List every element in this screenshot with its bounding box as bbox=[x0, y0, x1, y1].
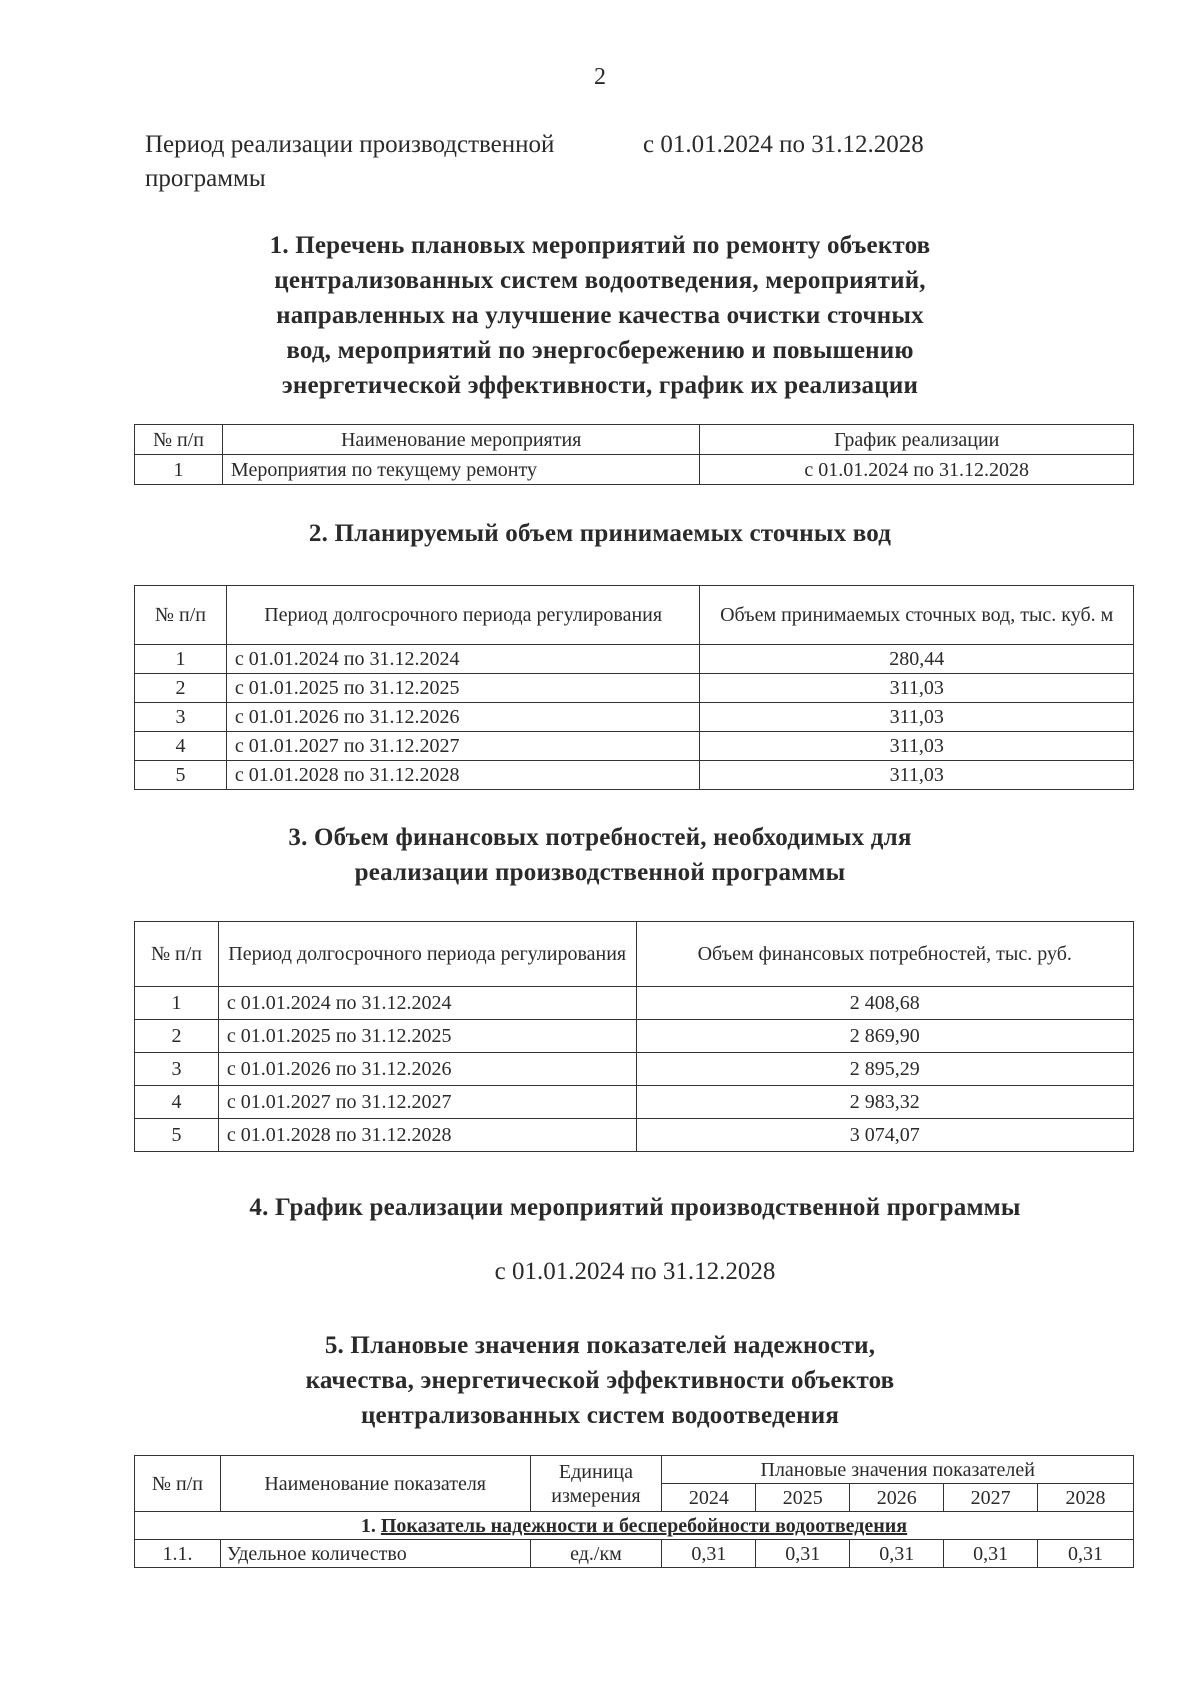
cell-period: с 01.01.2028 по 31.12.2028 bbox=[226, 761, 700, 790]
year-header: 2025 bbox=[756, 1484, 850, 1512]
year-header: 2026 bbox=[850, 1484, 944, 1512]
cell-value: 0,31 bbox=[1038, 1540, 1134, 1568]
section1-title bbox=[0, 228, 1200, 403]
table-row bbox=[135, 987, 1134, 1020]
section4-title: 4. График реализации мероприятий производственной программы bbox=[249, 1194, 1021, 1221]
cell-volume: 311,03 bbox=[700, 703, 1134, 732]
cell-period: с 01.01.2026 по 31.12.2026 bbox=[218, 1053, 636, 1086]
section1-title-line: направленных на улучшение качества очистки сточных bbox=[276, 302, 924, 329]
section5-title-line: централизованных систем водоотведения bbox=[360, 1402, 840, 1429]
column-header-group: Плановые значения показателей bbox=[662, 1456, 1134, 1484]
cell-volume: 311,03 bbox=[700, 761, 1134, 790]
cell-number: 4 bbox=[135, 732, 227, 761]
table-header-row bbox=[135, 922, 1134, 987]
table-row bbox=[135, 674, 1134, 703]
column-header: № п/п bbox=[135, 1456, 221, 1512]
cell-value: 0,31 bbox=[944, 1540, 1038, 1568]
cell-period: с 01.01.2025 по 31.12.2025 bbox=[218, 1020, 636, 1053]
section1-title-line: энергетической эффективности, график их реализации bbox=[281, 372, 919, 399]
table-row bbox=[135, 1540, 1134, 1568]
period-label-line1: Период реализации производственной bbox=[145, 131, 555, 158]
cell-number: 3 bbox=[135, 703, 227, 732]
cell-number: 5 bbox=[135, 761, 227, 790]
table-row bbox=[135, 761, 1134, 790]
cell-number: 1 bbox=[135, 645, 227, 674]
cell-period: с 01.01.2026 по 31.12.2026 bbox=[226, 703, 700, 732]
table-header-row bbox=[135, 425, 1134, 455]
column-header: № п/п bbox=[135, 425, 223, 455]
table-header-row bbox=[135, 1456, 1134, 1484]
section5-title-line: качества, энергетической эффективности объектов bbox=[305, 1367, 895, 1394]
section5-table bbox=[134, 1455, 1134, 1568]
section3-table bbox=[134, 921, 1134, 1152]
cell-number: 2 bbox=[135, 1020, 219, 1053]
section2-title: 2. Планируемый объем принимаемых сточных вод bbox=[308, 520, 892, 547]
cell-number: 5 bbox=[135, 1119, 219, 1152]
cell-number: 4 bbox=[135, 1086, 219, 1119]
column-header: Объем принимаемых сточных вод, тыс. куб. м bbox=[700, 586, 1134, 645]
year-header: 2024 bbox=[662, 1484, 756, 1512]
cell-period: с 01.01.2024 по 31.12.2024 bbox=[218, 987, 636, 1020]
section3-title bbox=[0, 820, 1200, 890]
year-header: 2028 bbox=[1038, 1484, 1134, 1512]
section4-period: с 01.01.2024 по 31.12.2028 bbox=[494, 1258, 776, 1285]
cell-amount: 2 983,32 bbox=[636, 1086, 1133, 1119]
cell-activity: Мероприятия по текущему ремонту bbox=[222, 455, 700, 485]
section2-table bbox=[134, 585, 1134, 790]
cell-number: 2 bbox=[135, 674, 227, 703]
cell-amount: 2 408,68 bbox=[636, 987, 1133, 1020]
table-row bbox=[135, 1086, 1134, 1119]
cell-number: 3 bbox=[135, 1053, 219, 1086]
cell-volume: 311,03 bbox=[700, 674, 1134, 703]
section5-title-line: 5. Плановые значения показателей надежности, bbox=[324, 1332, 876, 1359]
section1-title-line: централизованных систем водоотведения, мероприятий, bbox=[274, 267, 926, 294]
cell-volume: 311,03 bbox=[700, 732, 1134, 761]
cell-amount: 2 869,90 bbox=[636, 1020, 1133, 1053]
group-title bbox=[135, 1512, 1134, 1540]
column-header: Период долгосрочного периода регулирования bbox=[226, 586, 700, 645]
column-header: Единица измерения bbox=[530, 1456, 662, 1512]
cell-period: с 01.01.2024 по 31.12.2024 bbox=[226, 645, 700, 674]
column-header: № п/п bbox=[135, 586, 227, 645]
cell-period: с 01.01.2027 по 31.12.2027 bbox=[226, 732, 700, 761]
section1-title-line: вод, мероприятий по энергосбережению и повышению bbox=[286, 337, 914, 364]
program-period bbox=[145, 128, 924, 196]
cell-number: 1 bbox=[135, 455, 223, 485]
cell-value: 0,31 bbox=[850, 1540, 944, 1568]
cell-value: 0,31 bbox=[662, 1540, 756, 1568]
table-row bbox=[135, 455, 1134, 485]
column-header: Период долгосрочного периода регулирования bbox=[218, 922, 636, 987]
column-header: Наименование мероприятия bbox=[222, 425, 700, 455]
section1-table bbox=[134, 424, 1134, 485]
group-title-number: 1. bbox=[360, 1514, 376, 1537]
section3-title-line: реализации производственной программы bbox=[354, 859, 846, 886]
section1-title-line: 1. Перечень плановых мероприятий по ремонту объектов bbox=[269, 232, 931, 259]
table-header-row bbox=[135, 586, 1134, 645]
column-header: Объем финансовых потребностей, тыс. руб. bbox=[636, 922, 1133, 987]
cell-indicator: Удельное количество bbox=[220, 1540, 530, 1568]
cell-amount: 2 895,29 bbox=[636, 1053, 1133, 1086]
cell-value: 0,31 bbox=[756, 1540, 850, 1568]
cell-number: 1.1. bbox=[135, 1540, 221, 1568]
period-label-line2: программы bbox=[145, 165, 266, 192]
cell-volume: 280,44 bbox=[700, 645, 1134, 674]
cell-amount: 3 074,07 bbox=[636, 1119, 1133, 1152]
table-row bbox=[135, 1119, 1134, 1152]
period-value: с 01.01.2024 по 31.12.2028 bbox=[643, 131, 924, 158]
table-row bbox=[135, 732, 1134, 761]
cell-number: 1 bbox=[135, 987, 219, 1020]
table-row bbox=[135, 645, 1134, 674]
cell-period: с 01.01.2028 по 31.12.2028 bbox=[218, 1119, 636, 1152]
section5-title bbox=[0, 1328, 1200, 1433]
table-row bbox=[135, 703, 1134, 732]
table-row bbox=[135, 1053, 1134, 1086]
cell-schedule: с 01.01.2024 по 31.12.2028 bbox=[700, 455, 1134, 485]
cell-unit: ед./км bbox=[530, 1540, 662, 1568]
table-row bbox=[135, 1020, 1134, 1053]
group-title-text: Показатель надежности и бесперебойности водоотведения bbox=[380, 1514, 908, 1537]
cell-period: с 01.01.2027 по 31.12.2027 bbox=[218, 1086, 636, 1119]
column-header: График реализации bbox=[700, 425, 1134, 455]
column-header: № п/п bbox=[135, 922, 219, 987]
year-header: 2027 bbox=[944, 1484, 1038, 1512]
section3-title-line: 3. Объем финансовых потребностей, необходимых для bbox=[288, 824, 912, 851]
group-row bbox=[135, 1512, 1134, 1540]
column-header: Наименование показателя bbox=[220, 1456, 530, 1512]
page-number: 2 bbox=[594, 64, 606, 90]
cell-period: с 01.01.2025 по 31.12.2025 bbox=[226, 674, 700, 703]
